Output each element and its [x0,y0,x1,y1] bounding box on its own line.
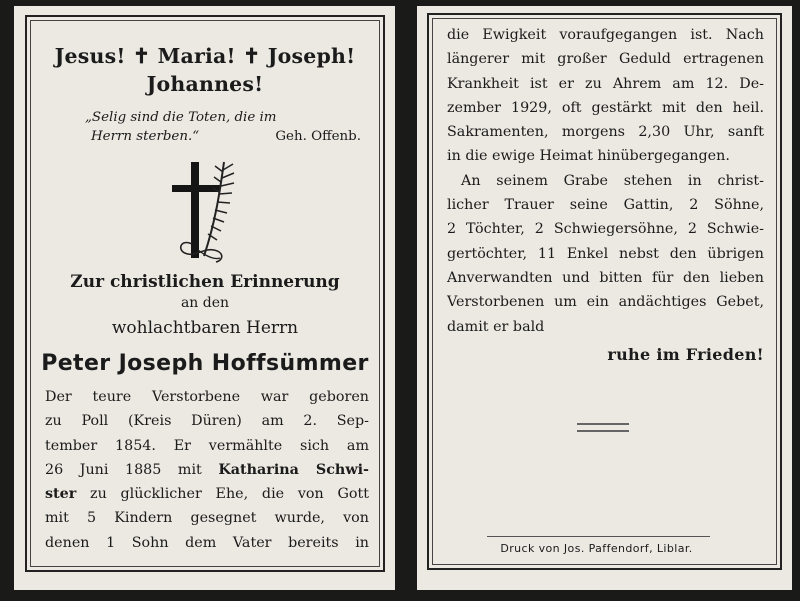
continuation-text [447,23,764,339]
left-card-frame [25,15,385,572]
text-line: die Ewigkeit voraufgegangen ist. Nach [447,27,764,43]
spouse-name-part-1: Katharina Schwi- [218,461,369,478]
text-line: Verstorbenen um ein andächtiges Gebet, [447,294,764,311]
honorific-text: wohlachtbaren Herrn [111,318,299,338]
right-card [417,6,792,590]
text-line: in die ewige Heimat hinübergegangen. [447,148,730,165]
spouse-name-part-2: ster [45,486,77,503]
text-line: zember 1929, oft gestärkt mit den heil. [447,99,764,116]
double-rule-divider [577,423,629,432]
right-card-frame [427,13,782,570]
text-line: licher Trauer seine Gattin, 2 Söhne, [447,197,764,214]
bio-line: mit 5 Kindern gesegnet wurde, von [45,510,369,527]
text-line: damit er bald [447,318,545,335]
text-line: Sakramenten, morgens 2,30 Uhr, sanft [447,124,764,141]
an-den-text: an den [180,295,230,311]
text-line: Krankheit ist er zu Ahrem am 12. De- [447,75,764,92]
footer-rule [487,536,710,537]
left-card [14,6,395,590]
text-line: 2 Töchter, 2 Schwiegersöhne, 2 Schwie- [447,221,764,238]
remembrance-heading: Zur christlichen Erinnerung [70,272,340,292]
quote-source: Geh. Offenb. [275,129,361,144]
invocation [27,42,383,98]
bio-line: Der teure Verstorbene war geboren [45,389,369,405]
text-line: längerer mit großer Geduld ertragenen [447,51,764,68]
bible-quote [85,108,361,146]
bio-line-part: 26 Juni 1885 mit [45,461,219,478]
text-line: An seinem Grabe stehen in christ- [461,172,764,189]
quote-line-2: Herrn sterben.“ [91,129,200,144]
cross-with-palm-icon [27,160,383,268]
text-line: Anverwandten und bitten für den lieben [447,269,764,286]
bio-line [45,482,369,506]
biography-text [45,385,369,555]
invocation-line-2: Johannes! [146,72,264,96]
bio-line [45,458,369,482]
bio-line: zu Poll (Kreis Düren) am 2. Sep- [45,413,369,430]
text-line: gertöchter, 11 Enkel nebst den übrigen [447,245,764,262]
closing-phrase: ruhe im Frieden! [607,344,764,364]
printer-credit: Druck von Jos. Paffendorf, Liblar. [500,542,693,555]
invocation-line-1: Jesus! ✝ Maria! ✝ Joseph! [54,44,356,68]
deceased-name: Peter Joseph Hoffsümmer [41,351,369,376]
bio-line: tember 1854. Er vermählte sich am [45,437,369,454]
bio-line-part: zu glücklicher Ehe, die von Gott [76,486,369,503]
bio-line: denen 1 Sohn dem Vater bereits in [45,534,369,551]
quote-line-1: „Selig sind die Toten, die im [85,110,277,125]
